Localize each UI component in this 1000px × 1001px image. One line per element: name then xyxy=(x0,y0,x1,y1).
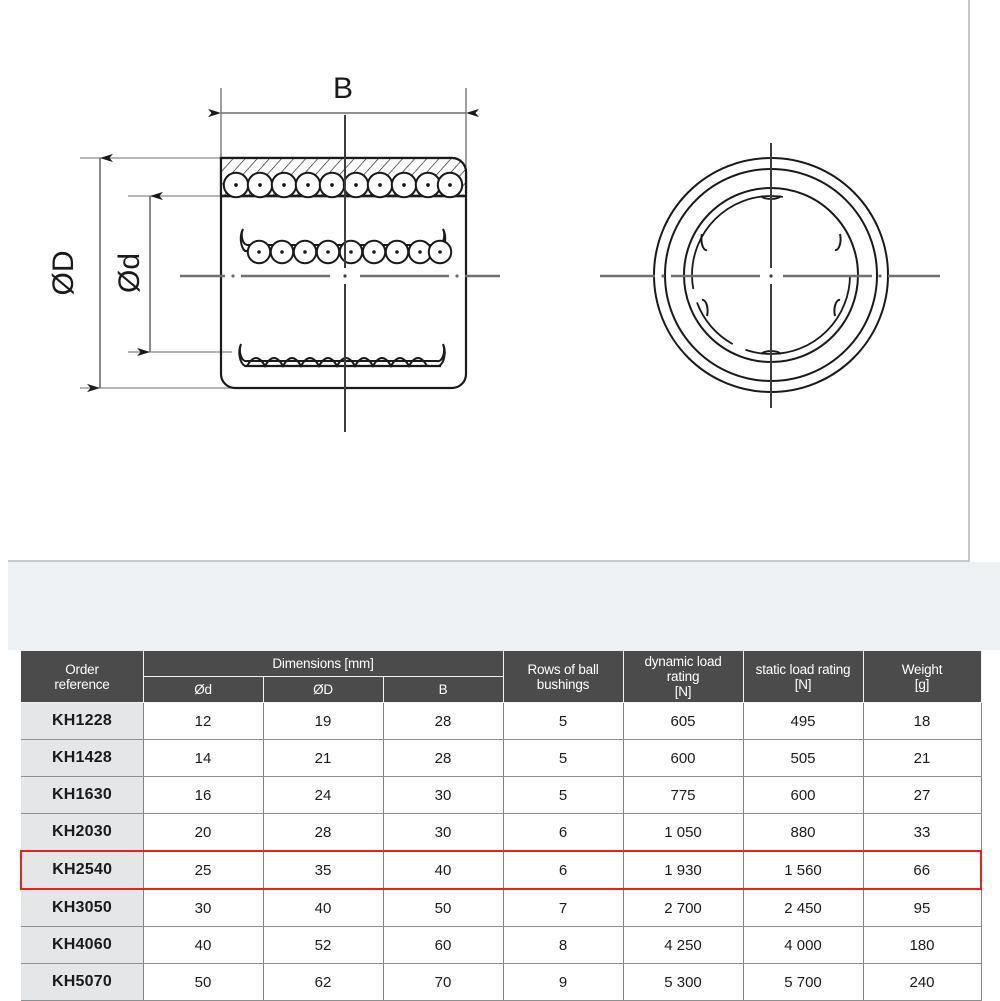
cell-weight: 66 xyxy=(863,851,981,889)
cell-dynamic-load-rating: 2 700 xyxy=(623,889,743,927)
cell-order-reference: KH1228 xyxy=(21,703,143,740)
separator-band xyxy=(8,562,1000,650)
cell-dim-B: 28 xyxy=(383,740,503,777)
header-weight xyxy=(863,651,981,703)
cell-dim-D: 21 xyxy=(263,740,383,777)
header-dynamic-load-rating xyxy=(623,651,743,703)
header-order-reference xyxy=(21,651,143,703)
cell-dim-d: 50 xyxy=(143,964,263,1001)
cell-order-reference: KH1630 xyxy=(21,777,143,814)
cell-rows-of-ball-bushings: 7 xyxy=(503,889,623,927)
header-dynamic-line1: dynamic load xyxy=(644,654,722,669)
header-static-line2: [N] xyxy=(794,676,812,692)
spec-table-container xyxy=(20,650,980,1001)
cell-dim-d: 12 xyxy=(143,703,263,740)
cell-dim-D: 62 xyxy=(263,964,383,1001)
cell-dim-D: 35 xyxy=(263,851,383,889)
dimension-Od xyxy=(113,196,150,352)
header-dim-d: Ød xyxy=(143,677,263,703)
cell-dim-B: 70 xyxy=(383,964,503,1001)
dimension-B xyxy=(221,72,466,113)
header-static-line1: static load rating xyxy=(755,661,851,677)
lower-cage-outline xyxy=(239,344,444,366)
cell-dim-B: 60 xyxy=(383,927,503,964)
table-row[interactable] xyxy=(21,964,981,1001)
table-row[interactable] xyxy=(21,777,981,814)
cell-rows-of-ball-bushings: 6 xyxy=(503,814,623,852)
cell-static-load-rating: 2 450 xyxy=(743,889,863,927)
cell-dim-D: 28 xyxy=(263,814,383,852)
cell-rows-of-ball-bushings: 5 xyxy=(503,740,623,777)
cell-order-reference: KH5070 xyxy=(21,964,143,1001)
header-rows-line2: bushings xyxy=(536,676,590,692)
cell-dynamic-load-rating: 775 xyxy=(623,777,743,814)
cell-weight: 33 xyxy=(863,814,981,852)
cell-dynamic-load-rating: 1 930 xyxy=(623,851,743,889)
cell-dim-d: 40 xyxy=(143,927,263,964)
cell-rows-of-ball-bushings: 6 xyxy=(503,851,623,889)
header-dynamic-line2: rating xyxy=(666,669,700,685)
table-row[interactable] xyxy=(21,703,981,740)
cell-dim-B: 28 xyxy=(383,703,503,740)
table-row[interactable] xyxy=(21,889,981,927)
cell-dynamic-load-rating: 600 xyxy=(623,740,743,777)
cell-dynamic-load-rating: 605 xyxy=(623,703,743,740)
header-weight-line1: Weight xyxy=(901,661,943,677)
dimension-OD xyxy=(47,158,100,388)
cell-dim-D: 40 xyxy=(263,889,383,927)
cell-dim-D: 19 xyxy=(263,703,383,740)
cell-dim-d: 14 xyxy=(143,740,263,777)
cell-static-load-rating: 1 560 xyxy=(743,851,863,889)
cell-dim-B: 50 xyxy=(383,889,503,927)
table-header xyxy=(21,651,981,703)
dimension-label-Od: Ød xyxy=(113,252,146,294)
cell-weight: 27 xyxy=(863,777,981,814)
drawing-right-border xyxy=(968,0,970,562)
header-dim-B: B xyxy=(383,677,503,703)
cell-static-load-rating: 495 xyxy=(743,703,863,740)
header-weight-line2: [g] xyxy=(914,676,930,692)
dimension-label-B: B xyxy=(332,72,354,105)
header-dim-D: ØD xyxy=(263,677,383,703)
horizontal-centre-line-section xyxy=(180,274,500,277)
header-row-top xyxy=(21,651,981,677)
header-order-reference-line1: Order xyxy=(65,661,99,677)
header-dynamic-line3: [N] xyxy=(674,684,692,700)
table-row[interactable] xyxy=(21,740,981,777)
cell-dynamic-load-rating: 1 050 xyxy=(623,814,743,852)
extension-lines xyxy=(80,158,232,388)
cell-order-reference: KH4060 xyxy=(21,927,143,964)
cell-dynamic-load-rating: 5 300 xyxy=(623,964,743,1001)
bearing-spec-table xyxy=(20,650,982,1001)
cell-static-load-rating: 4 000 xyxy=(743,927,863,964)
cell-weight: 21 xyxy=(863,740,981,777)
cell-weight: 18 xyxy=(863,703,981,740)
cell-dim-D: 52 xyxy=(263,927,383,964)
cell-order-reference: KH2540 xyxy=(21,851,143,889)
cell-order-reference: KH2030 xyxy=(21,814,143,852)
cell-weight: 240 xyxy=(863,964,981,1001)
cell-static-load-rating: 600 xyxy=(743,777,863,814)
table-row[interactable] xyxy=(21,851,981,889)
header-rows-line1: Rows of ball xyxy=(527,661,599,677)
cell-dim-B: 40 xyxy=(383,851,503,889)
cell-dim-B: 30 xyxy=(383,814,503,852)
table-body xyxy=(21,703,981,1001)
cell-dynamic-load-rating: 4 250 xyxy=(623,927,743,964)
section-view-group xyxy=(47,72,500,432)
table-row[interactable] xyxy=(21,814,981,852)
cell-order-reference: KH1428 xyxy=(21,740,143,777)
header-rows-of-ball-bushings xyxy=(503,651,623,703)
dimension-label-OD: ØD xyxy=(47,250,80,296)
front-view-group xyxy=(600,143,940,408)
cell-dim-D: 24 xyxy=(263,777,383,814)
cell-rows-of-ball-bushings: 9 xyxy=(503,964,623,1001)
vertical-centre-line-front xyxy=(769,143,772,408)
cell-dim-B: 30 xyxy=(383,777,503,814)
cell-rows-of-ball-bushings: 8 xyxy=(503,927,623,964)
cell-static-load-rating: 5 700 xyxy=(743,964,863,1001)
cell-dim-d: 16 xyxy=(143,777,263,814)
cell-order-reference: KH3050 xyxy=(21,889,143,927)
header-order-reference-line2: reference xyxy=(54,676,110,692)
header-dimensions-group: Dimensions [mm] xyxy=(143,651,503,677)
cell-dim-d: 25 xyxy=(143,851,263,889)
cell-rows-of-ball-bushings: 5 xyxy=(503,777,623,814)
cell-static-load-rating: 880 xyxy=(743,814,863,852)
cell-static-load-rating: 505 xyxy=(743,740,863,777)
cell-weight: 95 xyxy=(863,889,981,927)
cell-rows-of-ball-bushings: 5 xyxy=(503,703,623,740)
cell-dim-d: 20 xyxy=(143,814,263,852)
cell-dim-d: 30 xyxy=(143,889,263,927)
header-static-load-rating xyxy=(743,651,863,703)
table-row[interactable] xyxy=(21,927,981,964)
cell-weight: 180 xyxy=(863,927,981,964)
